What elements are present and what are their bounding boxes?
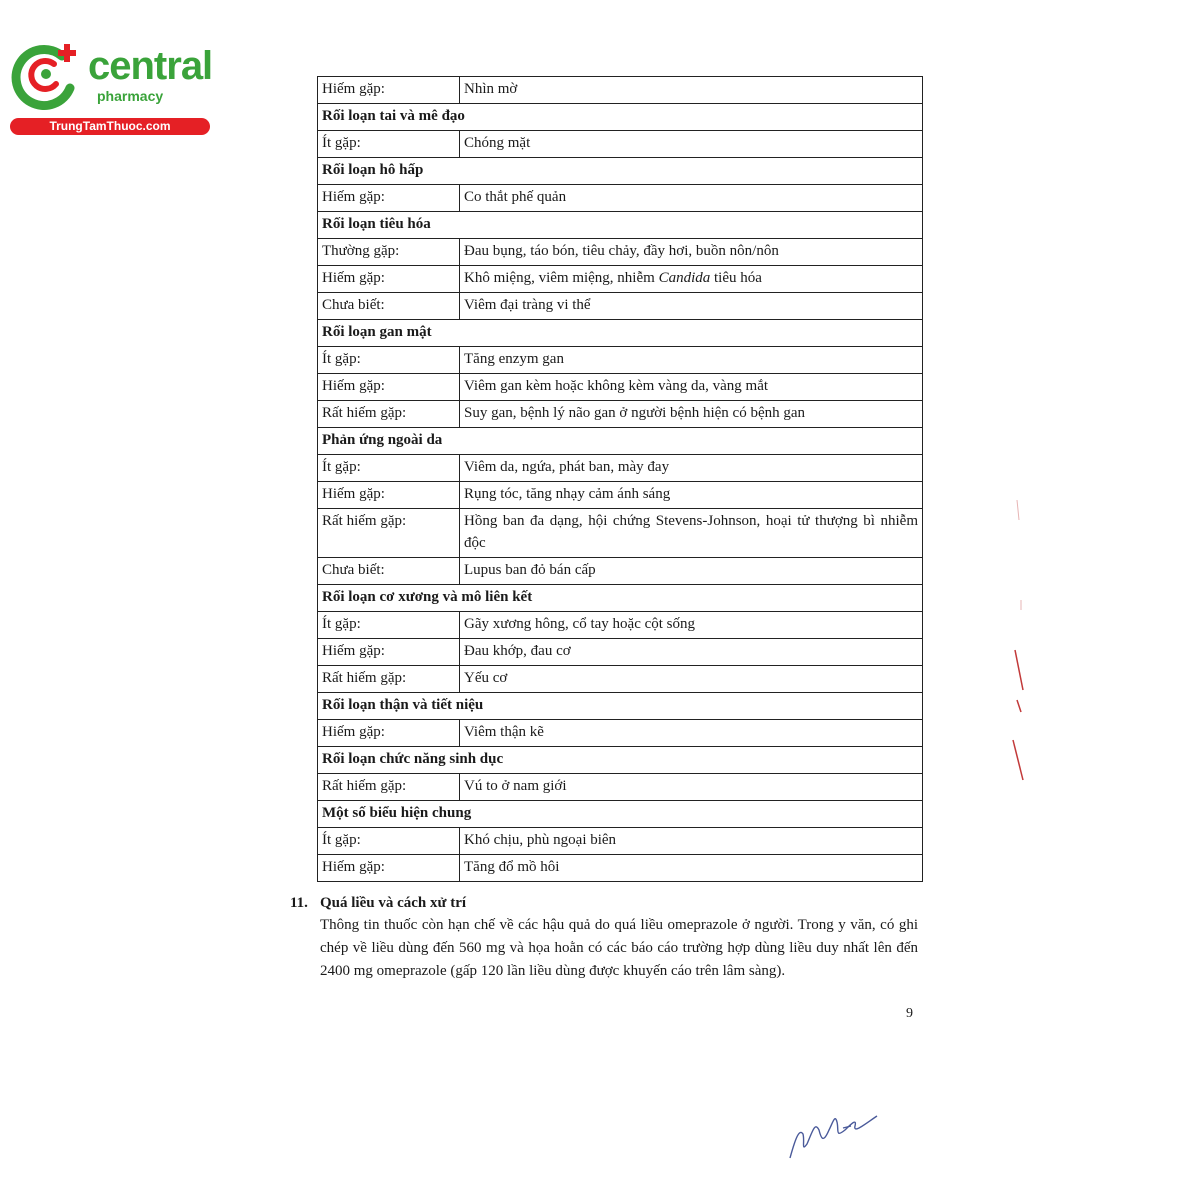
table-row: [318, 131, 923, 158]
handwritten-signature: [785, 1100, 895, 1165]
effect-cell: Yếu cơ: [460, 666, 923, 693]
frequency-cell: Hiếm gặp:: [318, 482, 460, 509]
table-row: [318, 239, 923, 266]
effect-cell: Chóng mặt: [460, 131, 923, 158]
section-heading: Rối loạn gan mật: [318, 320, 923, 347]
table-section-row: [318, 158, 923, 185]
effect-cell: Viêm da, ngứa, phát ban, mày đay: [460, 455, 923, 482]
frequency-cell: Thường gặp:: [318, 239, 460, 266]
scan-marks: [1005, 490, 1035, 790]
table-row: [318, 77, 923, 104]
table-section-row: [318, 693, 923, 720]
table-row: [318, 720, 923, 747]
table-section-row: [318, 104, 923, 131]
table-row: [318, 185, 923, 212]
organism-name: Candida: [658, 270, 711, 286]
frequency-cell: Hiếm gặp:: [318, 266, 460, 293]
table-row: [318, 266, 923, 293]
frequency-cell: Ít gặp:: [318, 612, 460, 639]
table-row: [318, 666, 923, 693]
section-heading: Rối loạn thận và tiết niệu: [318, 693, 923, 720]
effect-cell: Tăng enzym gan: [460, 347, 923, 374]
section-heading: Phản ứng ngoài da: [318, 428, 923, 455]
table-section-row: [318, 320, 923, 347]
section-body: Thông tin thuốc còn hạn chế về các hậu quả do quá liều omeprazole ở người. Trong y văn, có ghi chép về liều dùng đến 560 mg và họa hoằn có các báo cáo trường hợp dùng liều duy nhất lên đến 2400 mg omeprazole (gấp 120 lần liều dùng được khuyến cáo trên lâm sàng).: [320, 917, 918, 979]
effect-cell: Đau bụng, táo bón, tiêu chảy, đầy hơi, buồn nôn/nôn: [460, 239, 923, 266]
table-row: [318, 558, 923, 585]
effect-cell: Viêm thận kẽ: [460, 720, 923, 747]
effect-cell: Vú to ở nam giới: [460, 774, 923, 801]
effect-cell: Gãy xương hông, cổ tay hoặc cột sống: [460, 612, 923, 639]
table-row: [318, 347, 923, 374]
logo-url-banner: TrungTamThuoc.com: [10, 118, 210, 135]
effect-cell: Viêm đại tràng vi thể: [460, 293, 923, 320]
frequency-cell: Ít gặp:: [318, 828, 460, 855]
table-section-row: [318, 801, 923, 828]
effect-cell: Đau khớp, đau cơ: [460, 639, 923, 666]
table-row: [318, 374, 923, 401]
table-row: [318, 828, 923, 855]
table-row: [318, 293, 923, 320]
frequency-cell: Ít gặp:: [318, 131, 460, 158]
frequency-cell: Rất hiếm gặp:: [318, 666, 460, 693]
effect-cell: Hồng ban đa dạng, hội chứng Stevens-Johnson, hoại tử thượng bì nhiễm độc: [460, 509, 923, 558]
table-row: [318, 455, 923, 482]
table-row: [318, 774, 923, 801]
section-number: 11.: [290, 895, 308, 911]
logo-subtitle: pharmacy: [97, 88, 164, 104]
table-row: [318, 482, 923, 509]
table-row: [318, 612, 923, 639]
frequency-cell: Hiếm gặp:: [318, 855, 460, 882]
section-heading: Rối loạn chức năng sinh dục: [318, 747, 923, 774]
table-section-row: [318, 212, 923, 239]
table-row: [318, 855, 923, 882]
section-heading: Một số biểu hiện chung: [318, 801, 923, 828]
frequency-cell: Chưa biết:: [318, 293, 460, 320]
frequency-cell: Hiếm gặp:: [318, 185, 460, 212]
frequency-cell: Rất hiếm gặp:: [318, 509, 460, 558]
section-title: Quá liều và cách xử trí: [320, 895, 467, 911]
effect-cell: Khó chịu, phù ngoại biên: [460, 828, 923, 855]
frequency-cell: Rất hiếm gặp:: [318, 401, 460, 428]
effect-text: Khô miệng, viêm miệng, nhiễm: [464, 270, 659, 286]
effect-cell: Viêm gan kèm hoặc không kèm vàng da, vàng mắt: [460, 374, 923, 401]
table-section-row: [318, 585, 923, 612]
adverse-effects-table: [317, 76, 923, 882]
section-heading: Rối loạn tai và mê đạo: [318, 104, 923, 131]
frequency-cell: Ít gặp:: [318, 455, 460, 482]
effect-cell: Lupus ban đỏ bán cấp: [460, 558, 923, 585]
effect-cell: Tăng đổ mồ hôi: [460, 855, 923, 882]
frequency-cell: Ít gặp:: [318, 347, 460, 374]
page-number: 9: [906, 1006, 913, 1021]
effect-cell: Suy gan, bệnh lý não gan ở người bệnh hiện có bệnh gan: [460, 401, 923, 428]
brand-logo: [10, 38, 215, 138]
effect-cell: [460, 266, 923, 293]
frequency-cell: Hiếm gặp:: [318, 639, 460, 666]
effect-cell: Co thắt phế quản: [460, 185, 923, 212]
table-row: [318, 509, 923, 558]
table-row: [318, 401, 923, 428]
frequency-cell: Hiếm gặp:: [318, 374, 460, 401]
pharmacy-cross-icon: [10, 38, 84, 110]
table-section-row: [318, 428, 923, 455]
section-heading: Rối loạn cơ xương và mô liên kết: [318, 585, 923, 612]
frequency-cell: Hiếm gặp:: [318, 77, 460, 104]
frequency-cell: Hiếm gặp:: [318, 720, 460, 747]
effect-cell: Nhìn mờ: [460, 77, 923, 104]
table-body: [318, 77, 923, 882]
frequency-cell: Chưa biết:: [318, 558, 460, 585]
section-heading: Rối loạn tiêu hóa: [318, 212, 923, 239]
table-row: [318, 639, 923, 666]
table-section-row: [318, 747, 923, 774]
logo-wordmark: central: [88, 44, 213, 88]
section-heading: Rối loạn hô hấp: [318, 158, 923, 185]
effect-text: tiêu hóa: [710, 270, 762, 286]
effect-cell: Rụng tóc, tăng nhạy cảm ánh sáng: [460, 482, 923, 509]
frequency-cell: Rất hiếm gặp:: [318, 774, 460, 801]
